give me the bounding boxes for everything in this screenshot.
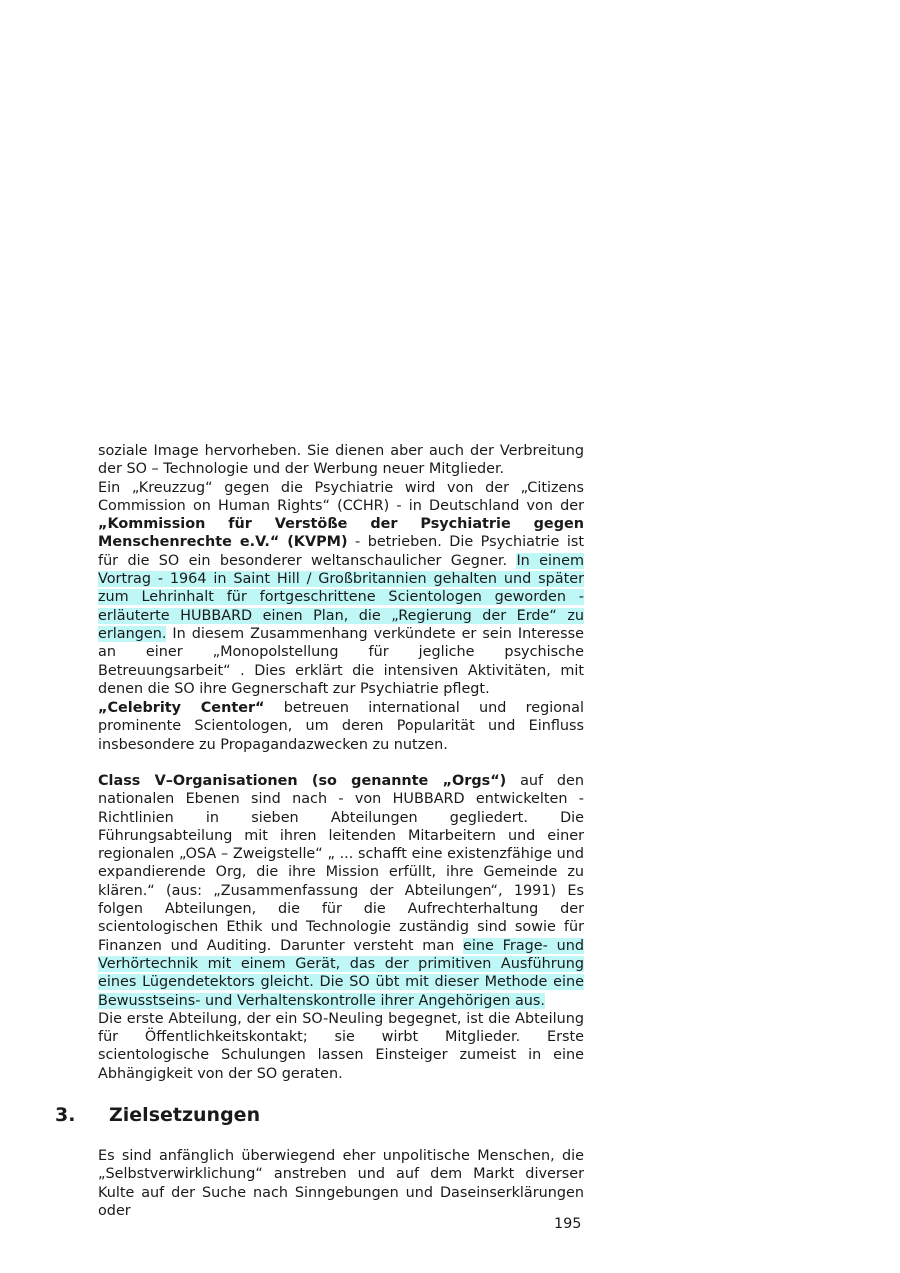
paragraph-orgs <box>98 772 584 1083</box>
section-title: Zielsetzungen <box>109 1104 261 1126</box>
highlighted-text: In einem Vortrag - 1964 in Saint Hill / Großbritannien gehalten und später zum Lehrinhalt für fortgeschrittene Scientologen geworden - erläuterte HUBBARD einen Plan, die „Regierung der Erde“ zu erlangen. <box>98 552 584 642</box>
text-line <box>98 699 584 754</box>
celebrity-center-bold: „Celebrity Center“ <box>98 700 265 716</box>
text-span: auf den nationalen Ebenen sind nach - von HUBBARD entwickelten - Richtlinien in sieben Abteilungen gegliedert. Die Führungsabteilung mit ihren leitenden Mitarbeitern und einer regionalen „OSA – Zweigstelle“ „ ... schafft eine existenzfähige und expandierende Org, die ihre Mission erfüllt, ihre Gemeinde zu klären.“ (aus: „Zusammenfassung der Abteilungen“, 1991) Es folgen Abteilungen, die für die Aufrechterhaltung der scientologischen Ethik und Technologie zuständig sind sowie für Finanzen und Auditing. Darunter versteht man <box>98 773 584 954</box>
section-heading <box>55 1104 260 1126</box>
highlighted-text: eine Frage- und Verhörtechnik mit einem Gerät, das der primitiven Ausführung eines Lügendetektors gleicht. Die SO übt mit dieser Methode eine Bewusstseins- und Verhaltenskontrolle ihrer Angehörigen aus. <box>98 937 584 1009</box>
text-span: In diesem Zusammenhang verkündete er sein Interesse an einer „Monopolstellung für jegliche psychische Betreuungsarbeit“ . Dies erklärt die intensiven Aktivitäten, mit denen die SO ihre Gegnerschaft zur Psychiatrie pflegt. <box>98 625 584 697</box>
paragraph-celebrity-center <box>98 699 584 754</box>
section-number: 3. <box>55 1104 76 1126</box>
text-span: - betrieben. Die Psychiatrie ist für die SO ein besonderer weltanschaulicher Gegner. <box>98 534 584 569</box>
text-span: Die erste Abteilung, der ein SO-Neuling begegnet, ist die Abteilung für Öffentlichkeitskontakt; sie wirbt Mitglieder. Erste scientologische Schulungen lassen Einsteiger zumeist in eine Abhängigkeit von der SO geraten. <box>98 1010 584 1082</box>
paragraph-goals <box>98 1147 584 1220</box>
paragraph-psychiatry <box>98 442 584 698</box>
text-line <box>98 442 584 479</box>
text-line <box>98 479 584 699</box>
kvpm-bold: „Kommission für Verstöße der Psychiatrie gegen Menschenrechte e.V.“ (KVPM) <box>98 516 584 551</box>
text-span: betreuen international und regional prominente Scientologen, um deren Popularität und Einfluss insbesondere zu Propagandazwecken zu nutzen. <box>98 700 584 753</box>
text-span: Es sind anfänglich überwiegend eher unpolitische Menschen, die „Selbstverwirklichung“ anstreben und auf dem Markt diverser Kulte auf der Suche nach Sinngebungen und Daseinserklärungen oder <box>98 1148 584 1219</box>
text-line <box>98 772 584 1010</box>
text-line <box>98 1010 584 1083</box>
page-number: 195 <box>554 1216 582 1232</box>
text-line <box>98 1147 584 1220</box>
orgs-bold: Class V–Organisationen (so genannte „Orgs“) <box>98 773 507 789</box>
text-span: soziale Image hervorheben. Sie dienen aber auch der Verbreitung der SO – Technologie und der Werbung neuer Mitglieder. <box>98 443 584 478</box>
text-span: Ein „Kreuzzug“ gegen die Psychiatrie wird von der „Citizens Commission on Human Rights“ (CCHR) - in Deutschland von der <box>98 479 584 514</box>
